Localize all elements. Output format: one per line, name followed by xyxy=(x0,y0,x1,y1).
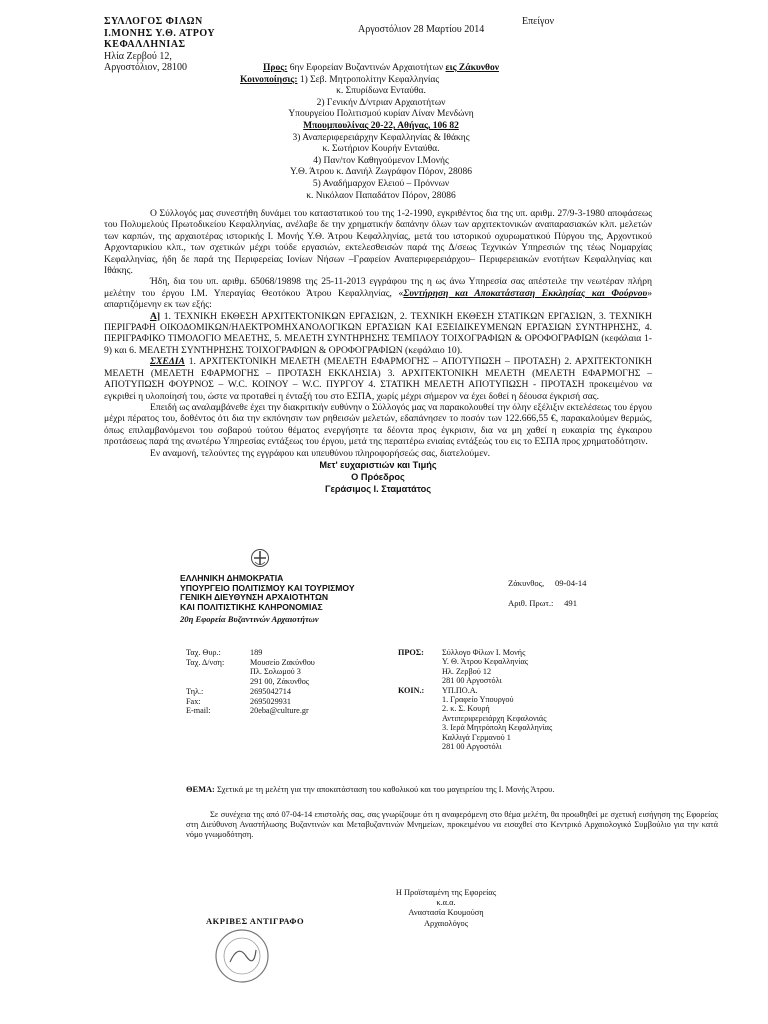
contact-value: Μουσείο Ζακύνθου xyxy=(250,657,315,667)
address-line-1: Ηλία Ζερβού 12, xyxy=(104,50,172,62)
recipient-line: Υ.Θ. Άτρου κ. Δανιήλ Ζωγράφον Πόρον, 28086 xyxy=(289,167,473,178)
signature-block xyxy=(104,459,652,495)
recipient-line: Υπουργείου Πολιτισμού κυρίαν Λίναν Μενδώνη xyxy=(288,109,474,120)
contact-value: 2695042714 xyxy=(250,686,291,696)
reply-recipients xyxy=(398,648,552,751)
reply-sign-line: Αρχαιολόγος xyxy=(423,918,469,928)
paragraph-4 xyxy=(104,356,652,402)
ministry-header xyxy=(180,574,355,612)
reply-signature xyxy=(374,888,518,929)
contact-key: Ταχ. Θυρ.: xyxy=(186,648,221,657)
contact-value: 2695029931 xyxy=(250,696,291,706)
contact-key: Ταχ. Δ/νση: xyxy=(186,657,225,667)
contact-value: Πλ. Σολωμού 3 xyxy=(250,667,301,677)
ministry-line: ΥΠΟΥΡΓΕΙΟ ΠΟΛΙΤΙΣΜΟΥ ΚΑΙ ΤΟΥΡΙΣΜΟΥ xyxy=(180,582,355,593)
org-line-3: ΚΕΦΑΛΛΗΝΙΑΣ xyxy=(104,39,186,50)
recipient-line: 5) Αναδήμαρχον Ελειού – Πρόννων xyxy=(312,178,450,189)
paragraph-2-end: » απαρτιζόμενην εκ των εξής: xyxy=(104,287,652,311)
reply-cc-line: Καλλιγά Γερμανού 1 xyxy=(442,732,511,742)
reply-date xyxy=(508,578,586,588)
contact-details xyxy=(186,648,390,716)
reply-date-value: 09-04-14 xyxy=(554,578,587,588)
drawings-label: ΣΧΕΔΙΑ xyxy=(150,356,185,368)
reply-to-line: 281 00 Αργοστόλι xyxy=(442,676,502,686)
urgent-label: Επείγον xyxy=(522,16,554,27)
reply-to-line: Υ. Θ. Άτρου Κεφαλληνίας xyxy=(442,657,528,667)
paragraph-6: Εν αναμονή, τελούντες της εγγράφου και υπευθύνου πληροφορήσεώς σας, διατελούμεν. xyxy=(150,447,490,459)
reply-cc-line: 2. κ. Σ. Κουρή xyxy=(442,704,490,714)
contact-value: 189 xyxy=(250,648,263,657)
contact-value: 20eba@culture.gr xyxy=(250,706,309,716)
ministry-line: ΕΛΛΗΝΙΚΗ ΔΗΜΟΚΡΑΤΙΑ xyxy=(180,573,284,583)
closing-line: Μετ' ευχαριστιών και Τιμής xyxy=(319,459,437,470)
letter-body xyxy=(104,208,652,495)
reply-cc-label: ΚΟΙΝ.: xyxy=(398,685,425,695)
reply-date-label: Ζάκυνθος, xyxy=(508,578,545,588)
to-label: Προς: xyxy=(263,63,288,73)
recipient-line: κ. Σωτήριον Κουρήν Ενταύθα. xyxy=(322,144,440,155)
org-line-1: ΣΥΛΛΟΓΟΣ ΦΙΛΩΝ xyxy=(104,16,203,27)
reply-cc-line: 3. Ιερά Μητρόπολη Κεφαλληνίας xyxy=(442,723,553,733)
project-title: Συντήρηση και Αποκατάσταση Εκκλησίας και Φούρνου xyxy=(403,287,648,299)
reply-to-label: ΠΡΟΣ: xyxy=(398,648,424,657)
reply-sign-line: κ.α.α. xyxy=(436,898,456,908)
paragraph-1: Ο Σύλλογός μας συνεστήθη δυνάμει του καταστατικού του της 1-2-1990, εγκριθέντος δια της υπ. αριθμ. 27/9-3-1980 αποφάσεως του Πολυμελούς Πρωτοδικείου Κεφαλληνίας, ανέλαβε δε την χρηματικήν δαπάνην όλων των αρχιτεκτονικών αναπαρασιακών κλπ. μελετών των καρπών, της αρχαιοτέρας ιστορικής Ι. Μονής Υ.Θ. Άτρου Κεφαλληνίας, μετά του ιστορικού οχυρωματικού Πύργου της, Αρχοντικού Αρχονταρικίου κλπ., των σχετικών μέχρι τούδε εργασιών, εκτελεσθεισών παρά της Δ/σεως Τεχνικών Υπηρεσιών της τέως Νομαρχίας Κεφαλληνίας, ήδη δε παρά της Περιφερείας Ιονίων Νήσων –Γραφείον Αναπεριφερειάρχου– Περιφερειακών ενοτήτων Κεφαλληνίας και Ιθάκης. xyxy=(104,208,652,277)
subject-text: Σχετικά με τη μελέτη για την αποκατάσταση του καθολικού και του μαγειρείου της Ι. Μονής Άτρου. xyxy=(216,785,555,794)
paragraph-2 xyxy=(104,276,652,310)
reply-cc-line: Αντιπεριφερειάρχη Κεφαλονιάς xyxy=(442,713,547,723)
letter-date: Αργοστόλιον 28 Μαρτίου 2014 xyxy=(358,24,485,35)
org-line-2: Ι.ΜΟΝΗΣ Υ.Θ. ΑΤΡΟΥ xyxy=(104,27,216,39)
protocol-value: 491 xyxy=(564,598,578,608)
recipient-line: 3) Αναπεριφερειάρχην Κεφαλληνίας & Ιθάκης xyxy=(292,132,470,143)
address-line-2: Αργοστόλιον, 28100 xyxy=(104,62,187,73)
association-header xyxy=(104,16,215,74)
seal-stamp-icon xyxy=(212,926,272,986)
signature-role: Ο Πρόεδρος xyxy=(351,471,405,482)
section-a-text: 1. ΤΕΧΝΙΚΗ ΕΚΘΕΣΗ ΑΡΧΙΤΕΚΤΟΝΙΚΩΝ ΕΡΓΑΣΙΩΝ, 2. ΤΕΧΝΙΚΗ ΕΚΘΕΣΗ ΣΤΑΤΙΚΩΝ ΕΡΓΑΣΙΩΝ, 3. ΤΕΧΝΙΚΗ ΠΕΡΙΓΡΑΦΗ ΟΙΚΟΔΟΜΙΚΩΝ/ΗΛΕΚΤΡΟΜΗΧΑΝΟΛΟΓΙΚΩΝ ΕΡΓΑΣΙΩΝ ΚΑΙ ΕΞΕΙΔΙΚΕΥΜΕΝΩΝ ΕΡΓΑΣΙΩΝ ΣΥΝΤΗΡΗΣΗΣ, 4. ΠΕΡΙΓΡΑΦΙΚΟ ΤΙΜΟΛΟΓΙΟ ΜΕΛΕΤΗΣ, 5. ΜΕΛΕΤΗ ΣΥΝΤΗΡΗΣΗΣ ΤΕΜΠΛΟΥ ΤΟΙΧΟΓΡΑΦΙΩΝ & ΟΡΟΦΟΓΡΑΦΙΩΝ (κεφάλαια 1-9) και 6. ΜΕΛΕΤΗ ΣΥΝΤΗΡΗΣΗΣ ΤΟΙΧΟΓΡΑΦΙΩΝ & ΟΡΟΦΟΓΡΑΦΙΩΝ (κεφάλαιο 10). xyxy=(104,310,652,356)
signature-name: Γεράσιμος Ι. Σταματάτος xyxy=(324,483,432,494)
contact-key: Τηλ.: xyxy=(186,686,204,696)
subject-label: ΘΕΜΑ: xyxy=(186,785,215,794)
contact-key: E-mail: xyxy=(186,706,211,716)
drawings-text: 1. ΑΡΧΙΤΕΚΤΟΝΙΚΗ ΜΕΛΕΤΗ (ΜΕΛΕΤΗ ΕΦΑΡΜΟΓΗΣ – ΑΠΟΤΥΠΩΣΗ – ΠΡΟΤΑΣΗ) 2. ΑΡΧΙΤΕΚΤΟΝΙΚΗ ΜΕΛΕΤΗ (ΜΕΛΕΤΗ ΕΦΑΡΜΟΓΗΣ – ΠΡΟΤΑΣΗ ΕΚΚΛΗΣΙΑ) 3. ΑΡΧΙΤΕΚΤΟΝΙΚΗ ΜΕΛΕΤΗ (ΜΕΛΕΤΗ ΕΦΑΡΜΟΓΗΣ – ΑΠΟΤΥΠΩΣΗ ΦΟΥΡΝΟΣ – W.C. ΚΟΙΝΟΥ – W.C. ΠΥΡΓΟΥ 4. ΣΤΑΤΙΚΗ ΜΕΛΕΤΗ ΑΠΟΤΥΠΩΣΗ - ΠΡΟΤΑΣΗ προκειμένου να εγκριθεί η υλοποίησή του, ώστε να προταθεί η ένταξή του στο ΕΣΠΑ, χωρίς μέχρι σήμερον να έχει δοθεί η δέουσα έγκρισή σας. xyxy=(104,356,652,402)
ministry-line: ΚΑΙ ΠΟΛΙΤΙΣΤΙΚΗΣ ΚΛΗΡΟΝΟΜΙΑΣ xyxy=(180,601,323,612)
ephorate-name: 20η Εφορεία Βυζαντινών Αρχαιοτήτων xyxy=(180,614,319,624)
recipients-block xyxy=(240,63,522,202)
reply-subject xyxy=(186,785,720,795)
to-text: 6ην Εφορείαν Βυζαντινών Αρχαιοτήτων xyxy=(289,63,444,73)
recipient-line: κ. Σπυρίδωνα Ενταύθα. xyxy=(336,86,426,97)
certified-copy-stamp: ΑΚΡΙΒΕΣ ΑΝΤΙΓΡΑΦΟ xyxy=(206,916,305,926)
greek-emblem-icon xyxy=(250,548,270,568)
cc-first: 1) Σεβ. Μητροπολίτην Κεφαλληνίας xyxy=(299,74,440,85)
paragraph-5: Επειδή ως αναλαμβάνεθε έχει την διακριτικήν ευθύνην ο Σύλλογός μας να παρακολουθεί την όλην εξέλιξιν εκτελέσεως του έργου μέχρι πέρατος του, δοθέντος ότι δια την εκπόνησιν των ρηθεισών μελετών, εδαπάνησεν το ποσόν των 122.666,55 €, παρακαλούμεν θερμώς, όπως επιλαμβανόμενοι του σοβαρού τούτου θέματος ενεργήσητε τα δέοντα προς έγκρισιν, δια να μη χαθεί η ευκαιρία της έγκαιρου προτάσεως παρά της ανωτέρω Υπηρεσίας εντάξεως του έργου, μετά της περαιτέρω ενιαίας εντάξεώς του εις το ΕΣΠΑ προς χρηματοδότησιν. xyxy=(104,401,652,448)
reply-to-line: Ηλ. Ζερβού 12 xyxy=(442,666,492,676)
section-a-label: A] xyxy=(150,310,161,322)
reply-body: Σε συνέχεια της από 07-04-14 επιστολής σας, σας γνωρίζουμε ότι η αναφερόμενη στο θέμα μελέτη, θα προωθηθεί με σχετική εισήγηση της Εφορείας στη Διεύθυνση Αναστήλωσης Βυζαντινών και Μεταβυζαντινών Μνημείων, προκειμένου να εισαχθεί στο Κεντρικό Αρχαιολογικό Συμβούλιο για την κατά νόμο γνωμοδότηση. xyxy=(186,810,718,840)
recipient-line: κ. Νικόλαον Παπαδάτον Πόρον, 28086 xyxy=(306,190,456,201)
to-place: εις Ζάκυνθον xyxy=(445,63,499,73)
recipient-line: 2) Γενικήν Δ/ντριαν Αρχαιοτήτων xyxy=(316,97,446,108)
recipient-line: Μπουμπουλίνας 20-22, Αθήνας, 106 82 xyxy=(303,120,459,131)
reply-to-line: Σύλλογο Φίλων Ι. Μονής xyxy=(442,648,526,657)
cc-label: Κοινοποίησις: xyxy=(240,74,298,85)
contact-value: 291 00, Ζάκυνθος xyxy=(250,677,310,687)
recipient-line: 4) Παν/τον Καθηγούμενον Ι.Μονής xyxy=(313,155,449,166)
protocol-number xyxy=(508,598,577,608)
reply-cc-line: ΥΠ.ΠΟ.Α. xyxy=(442,685,478,695)
reply-sign-line: Αναστασία Κουμούση xyxy=(408,908,484,918)
reply-cc-line: 281 00 Αργοστόλι xyxy=(442,742,502,752)
contact-key: Fax: xyxy=(186,696,201,706)
protocol-label: Αριθ. Πρωτ.: xyxy=(508,598,554,608)
paragraph-2-start: Ήδη, δια του υπ. αριθμ. 65068/19898 της 25-11-2013 εγγράφου της η ως άνω Υπηρεσία σας απέστειλε την νεωτέραν πλήρη μελέτην του έργου Ι.Μ. Υπεραγίας Θεοτόκου Άτρου Κεφαλληνίας, « xyxy=(104,276,652,299)
reply-cc-line: 1. Γραφείο Υπουργού xyxy=(442,695,514,705)
paragraph-3 xyxy=(104,311,652,357)
reply-sign-line: Η Προϊσταμένη της Εφορείας xyxy=(395,888,497,897)
ministry-line: ΓΕΝΙΚΗ ΔΙΕΥΘΥΝΣΗ ΑΡΧΑΙΟΤΗΤΩΝ xyxy=(180,592,329,603)
